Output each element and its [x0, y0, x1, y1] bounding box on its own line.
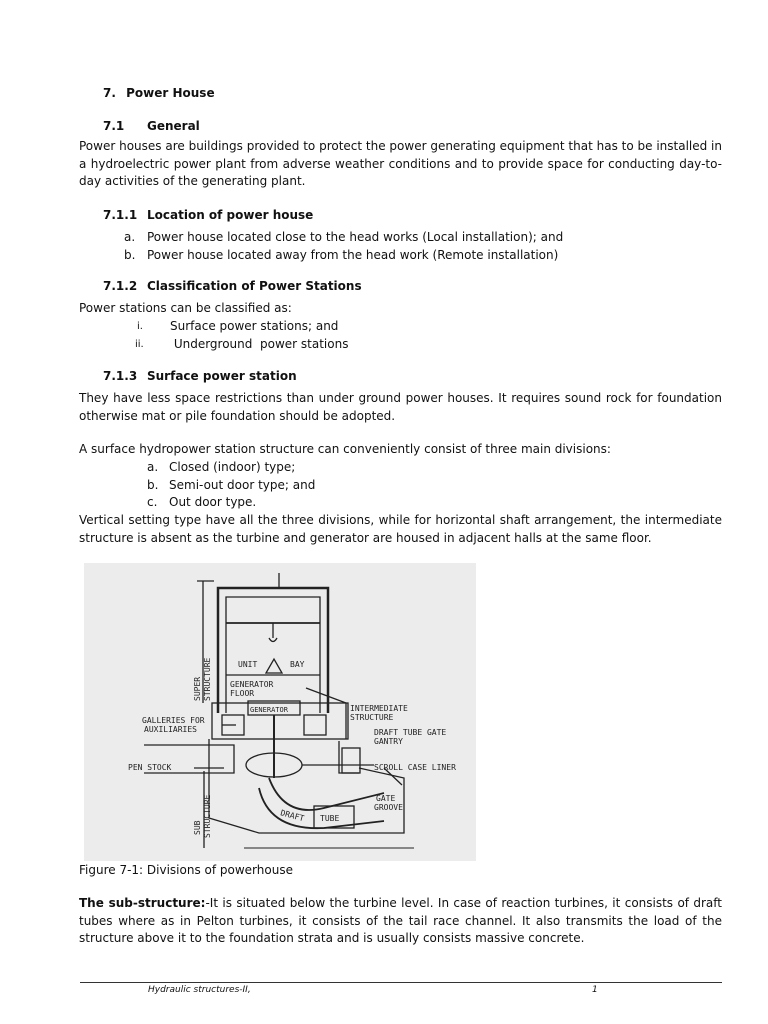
label-generator: GENERATOR	[250, 706, 288, 714]
label-generator-floor-2: FLOOR	[230, 689, 255, 698]
label-draft: DRAFT	[279, 808, 306, 824]
vertical-paragraph: Vertical setting type have all the three divisions, while for horizontal shaft arrangement, the intermediate structure is absent as the turbine and generator are housed in adjacent halls at the same floor.	[79, 513, 722, 545]
substructure-paragraph	[79, 895, 722, 948]
label-sub: SUB	[193, 820, 202, 835]
section-title: General	[147, 119, 200, 133]
classification-intro: Power stations can be classified as:	[79, 301, 292, 315]
label-draft-gate-2: GANTRY	[374, 737, 403, 746]
list-marker: a.	[124, 230, 136, 244]
divisions-list	[0, 459, 768, 512]
substructure-text: -It is situated below the turbine level. In case of reaction turbines, it consists of draft tubes where as in Pelton turbines, it consists of the tail race channel. It also transmits the load of the structure above it to the foundation strata and is usually consists massive concrete.	[79, 896, 723, 945]
section-heading-7	[103, 86, 215, 100]
section-title: Location of power house	[147, 208, 314, 222]
label-generator-floor-1: GENERATOR	[230, 680, 274, 689]
list-item	[0, 247, 768, 265]
list-item	[0, 318, 768, 336]
section-heading-7-1-3	[103, 369, 297, 383]
general-paragraph: Power houses are buildings provided to protect the power generating equipment that has to be installed in a hydroelectric power plant from adverse weather conditions and to provide space for conducting day-to-day activities of the generating plant.	[79, 139, 722, 188]
divisions-intro: A surface hydropower station structure can conveniently consist of three main divisions:	[79, 442, 611, 456]
section-number: 7.1	[103, 119, 125, 133]
substructure-lead: The sub-structure:	[79, 896, 206, 910]
label-galleries-2: AUXILIARIES	[144, 725, 197, 734]
section-heading-7-1	[103, 119, 200, 133]
list-text: Out door type.	[169, 495, 257, 509]
figure-caption: Figure 7-1: Divisions of powerhouse	[79, 863, 293, 877]
section-heading-7-1-2	[103, 279, 362, 293]
list-text: Closed (indoor) type;	[169, 460, 296, 474]
page-number: 1	[592, 985, 598, 995]
label-intermediate-2: STRUCTURE	[350, 713, 394, 722]
list-item	[0, 336, 768, 354]
section-number: 7.1.2	[103, 279, 138, 293]
list-text: Semi-out door type; and	[169, 477, 316, 492]
classification-list	[0, 318, 768, 353]
section-number: 7.	[103, 86, 116, 100]
powerhouse-figure	[84, 563, 476, 861]
label-groove: GROOVE	[374, 803, 403, 812]
label-bay: BAY	[290, 660, 305, 669]
list-text: Power house located away from the head work (Remote installation)	[147, 247, 559, 262]
list-text: Surface power stations; and	[170, 319, 339, 333]
list-item	[0, 459, 768, 477]
list-item	[0, 494, 768, 512]
footer-divider	[80, 982, 722, 983]
section-number: 7.1.3	[103, 369, 138, 383]
section-title: Classification of Power Stations	[147, 279, 362, 293]
section-number: 7.1.1	[103, 208, 138, 222]
list-marker: b.	[124, 247, 136, 262]
powerhouse-diagram	[84, 563, 476, 861]
section-heading-7-1-1	[103, 208, 313, 222]
list-item	[0, 229, 768, 247]
list-item	[0, 477, 768, 495]
list-text: Underground power stations	[170, 336, 349, 351]
list-marker: b.	[147, 477, 159, 492]
list-marker: ii.	[135, 338, 144, 350]
label-super-structure: STRUCTURE	[203, 657, 212, 701]
label-gate: GATE	[376, 794, 396, 803]
section-title: Surface power station	[147, 369, 297, 383]
label-scroll: SCROLL CASE LINER	[374, 763, 456, 772]
label-intermediate-1: INTERMEDIATE	[350, 704, 408, 713]
label-unit: UNIT	[238, 660, 258, 669]
footer-title: Hydraulic structures-II,	[148, 985, 251, 995]
list-text: Power house located close to the head works (Local installation); and	[147, 230, 564, 244]
label-draft-gate-1: DRAFT TUBE GATE	[374, 728, 447, 737]
list-marker: i.	[137, 321, 143, 332]
label-pen-stock: PEN STOCK	[128, 763, 172, 772]
list-marker: a.	[147, 460, 159, 474]
label-tube: TUBE	[320, 814, 340, 823]
list-marker: c.	[147, 495, 158, 509]
location-list	[0, 229, 768, 264]
label-galleries-1: GALLERIES FOR	[142, 716, 205, 725]
label-super: SUPER	[193, 676, 202, 701]
surface-paragraph: They have less space restrictions than under ground power houses. It requires sound rock for foundation otherwise mat or pile foundation should be adopted.	[79, 391, 722, 423]
label-sub-structure: STRUCTURE	[203, 794, 212, 838]
section-title: Power House	[126, 86, 215, 100]
